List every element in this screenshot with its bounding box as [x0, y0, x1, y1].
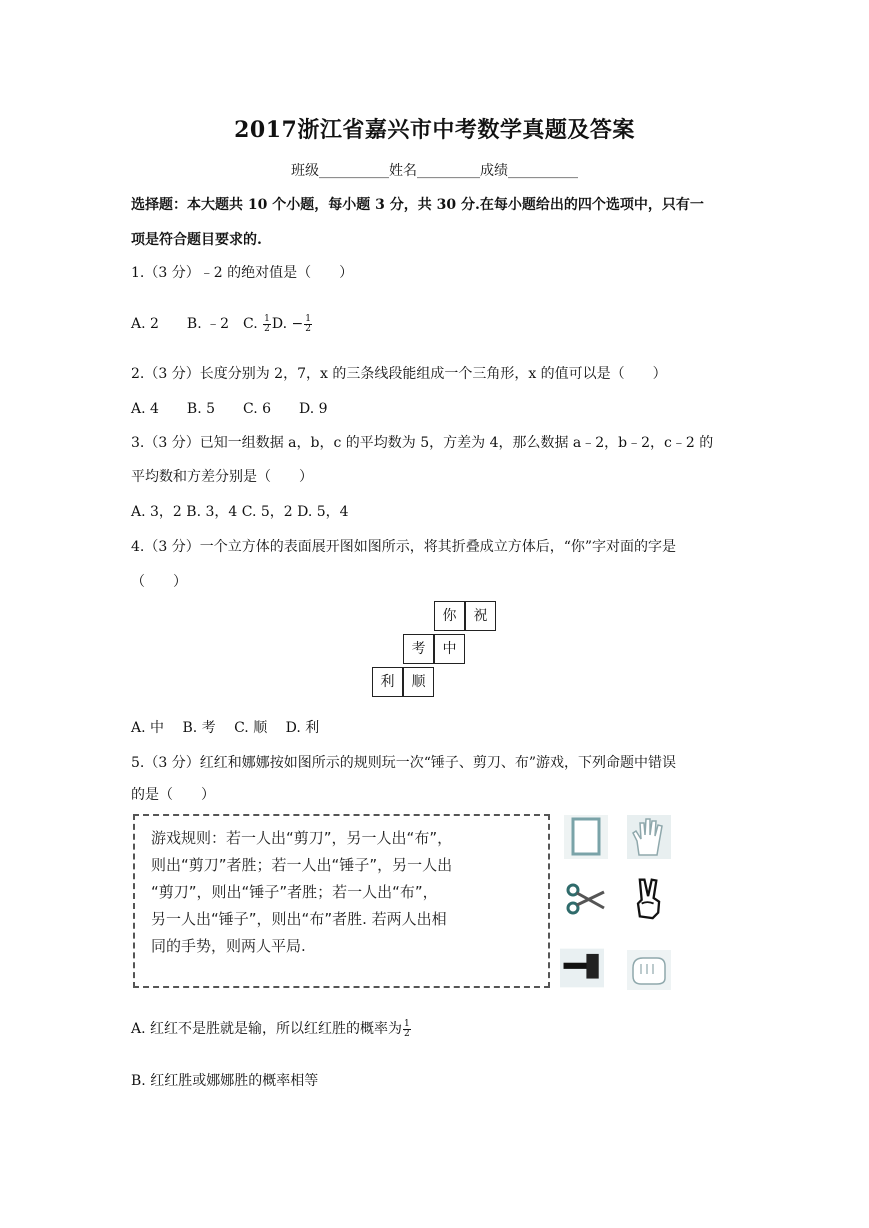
page-title: 2017浙江省嘉兴市中考数学真题及答案 [234, 117, 635, 143]
hammer-icon [560, 946, 604, 990]
q1-fraction-d: $\frac{1}{2}$ [305, 313, 311, 334]
net-cell-ni: 你 [434, 601, 465, 631]
rules-line: 另一人出“锤子”，则出“布”者胜. 若两人出相 [151, 910, 447, 928]
q4-options: A. 中 B. 考 C. 顺 D. 利 [131, 720, 320, 736]
q5-option-a: A. 红红不是胜就是输，所以红红胜的概率为 $\frac{1}{2}$ [131, 1018, 410, 1039]
paper-icon [564, 815, 608, 859]
q2-options: A. 4 B. 5 C. 6 D. 9 [131, 401, 328, 417]
scissors-icon [564, 878, 608, 922]
q4-stem-line2: （ ） [131, 574, 187, 590]
v-hand-icon [627, 876, 671, 920]
student-info-line: 班级__________姓名_________成绩__________ [291, 163, 578, 179]
rules-line: “剪刀”，则出“锤子”者胜；若一人出“布”， [151, 883, 438, 901]
q2-stem: 2.（3 分）长度分别为 2，7，x 的三条线段能组成一个三角形，x 的值可以是（ ） [131, 366, 667, 382]
net-cell-zhu: 祝 [465, 601, 496, 631]
net-cell-li: 利 [372, 667, 403, 697]
section-heading-line1: 选择题：本大题共 10 个小题，每小题 3 分，共 30 分.在每小题给出的四个选项中，只有一 [131, 197, 704, 213]
q1-option-abc: A. 2 B. ﹣2 C. [131, 316, 263, 332]
q1-option-d: D. [271, 316, 292, 332]
q5-option-b: B. 红红胜或娜娜胜的概率相等 [131, 1073, 319, 1089]
q1-stem: 1.（3 分）﹣2 的绝对值是（ ） [131, 265, 354, 281]
q3-stem-line1: 3.（3 分）已知一组数据 a，b，c 的平均数为 5，方差为 4，那么数据 a﹣2，b﹣2，c﹣2 的 [131, 435, 714, 451]
rules-line: 同的手势，则两人平局. [151, 937, 306, 955]
net-cell-shun: 顺 [403, 667, 434, 697]
net-cell-kao: 考 [403, 634, 434, 664]
open-hand-icon [627, 815, 671, 859]
q3-options: A. 3，2 B. 3，4 C. 5，2 D. 5，4 [131, 504, 349, 520]
net-cell-zhong: 中 [434, 634, 465, 664]
section-heading-line2: 项是符合题目要求的. [131, 232, 262, 248]
q1-minus-sign: − [291, 316, 304, 332]
fist-icon [627, 948, 671, 992]
rules-line: 游戏规则：若一人出“剪刀”，另一人出“布”， [151, 829, 453, 847]
game-rules-box [133, 814, 550, 988]
q5-fraction-a: $\frac{1}{2}$ [404, 1018, 410, 1039]
q3-stem-line2: 平均数和方差分别是（ ） [131, 469, 313, 485]
q1-options [131, 313, 313, 334]
q1-fraction-c: $\frac{1}{2}$ [264, 313, 270, 334]
q5-stem-line1: 5.（3 分）红红和娜娜按如图所示的规则玩一次“锤子、剪刀、布”游戏，下列命题中错误 [131, 755, 677, 771]
q4-stem-line1: 4.（3 分）一个立方体的表面展开图如图所示，将其折叠成立方体后，“你”字对面的字是 [131, 539, 677, 555]
q5-stem-line2: 的是（ ） [131, 787, 215, 803]
rules-line: 则出“剪刀”者胜；若一人出“锤子”，另一人出 [151, 856, 453, 874]
